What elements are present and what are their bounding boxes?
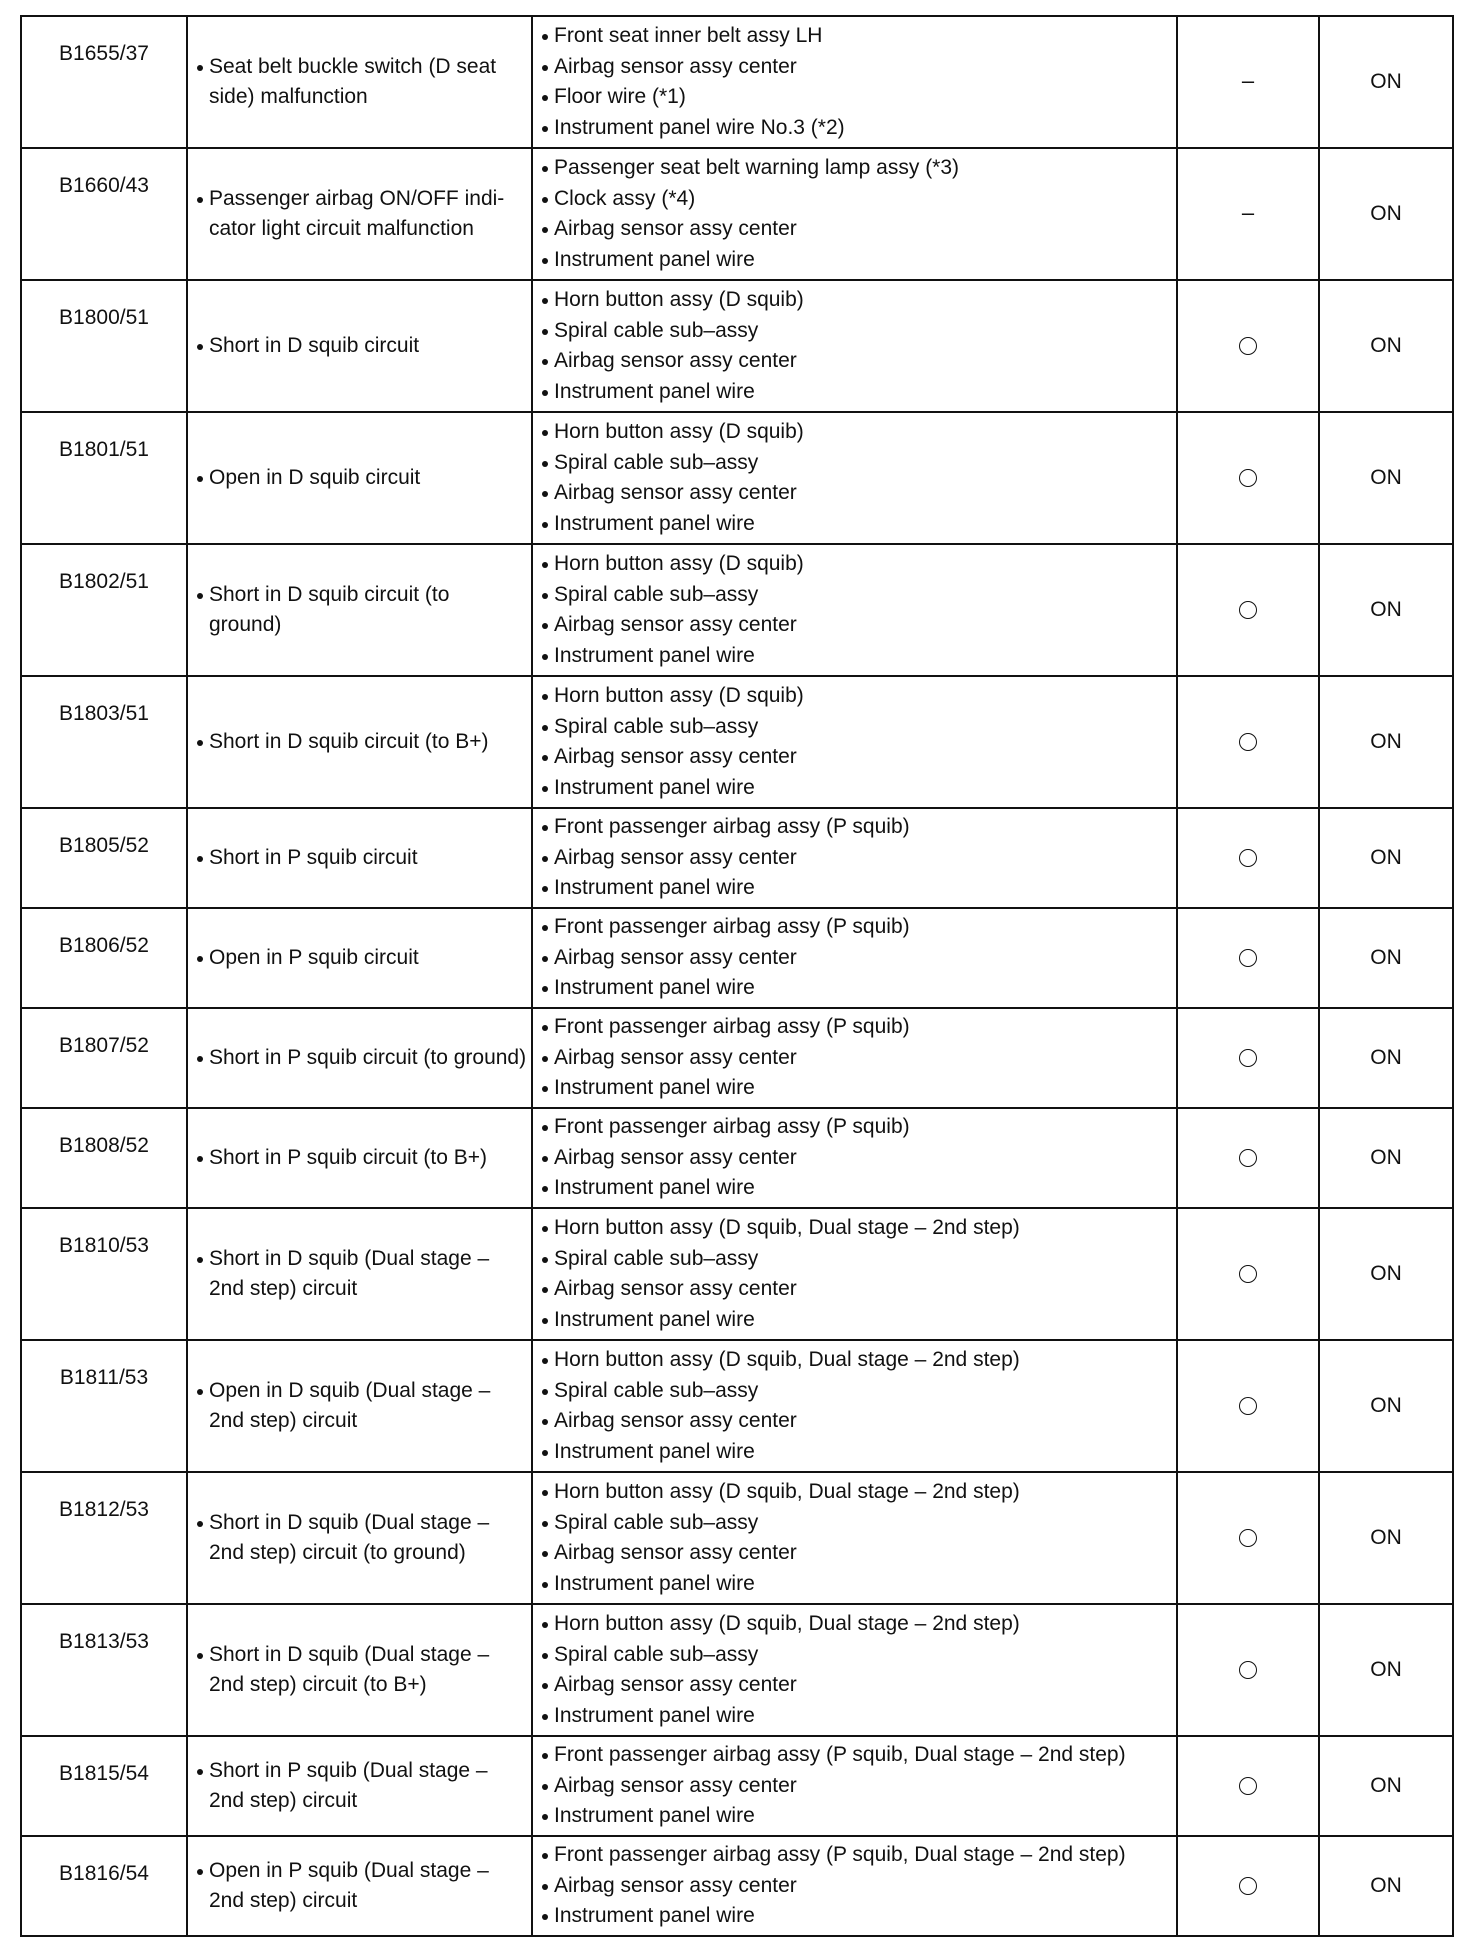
trouble-area-list: [541, 549, 1172, 671]
detection-item: Short in P squib (Dual stage – 2nd step) circuit: [196, 1756, 527, 1817]
table-row: [21, 1604, 1453, 1736]
detection-item-cell: [187, 1736, 532, 1836]
trouble-area-item: Airbag sensor assy center: [541, 1538, 1172, 1569]
memory-circle-icon: [1239, 1877, 1257, 1895]
trouble-area-cell: [532, 808, 1177, 908]
trouble-area-item: Front passenger airbag assy (P squib): [541, 1012, 1172, 1043]
dtc-code: B1807/52: [59, 1034, 149, 1057]
trouble-area-item: Horn button assy (D squib, Dual stage – 2nd step): [541, 1609, 1172, 1640]
trouble-area-item: Instrument panel wire: [541, 1073, 1172, 1104]
trouble-area-list: [541, 1740, 1172, 1832]
table-row: [21, 412, 1453, 544]
memory-cell: [1177, 1836, 1319, 1936]
dtc-code: B1802/51: [59, 570, 149, 593]
trouble-area-item: Horn button assy (D squib, Dual stage – 2nd step): [541, 1345, 1172, 1376]
trouble-area-item: Instrument panel wire: [541, 245, 1172, 276]
dtc-code-cell: [21, 1472, 187, 1604]
detection-item-cell: [187, 676, 532, 808]
detection-item-cell: [187, 808, 532, 908]
trouble-area-list: [541, 21, 1172, 143]
table-row: [21, 1340, 1453, 1472]
warning-light-cell: [1319, 1008, 1453, 1108]
warning-light-status: ON: [1370, 1145, 1402, 1169]
trouble-area-item: Spiral cable sub–assy: [541, 1244, 1172, 1275]
trouble-area-item: Instrument panel wire: [541, 1569, 1172, 1600]
memory-circle-icon: [1239, 733, 1257, 751]
trouble-area-item: Airbag sensor assy center: [541, 1043, 1172, 1074]
dtc-code: B1808/52: [59, 1134, 149, 1157]
dtc-code: B1815/54: [59, 1762, 149, 1785]
table-row: [21, 148, 1453, 280]
dtc-code-cell: [21, 280, 187, 412]
warning-light-cell: [1319, 412, 1453, 544]
dtc-code-cell: [21, 544, 187, 676]
trouble-area-item: Horn button assy (D squib): [541, 417, 1172, 448]
detection-item-cell: [187, 16, 532, 148]
warning-light-cell: [1319, 1604, 1453, 1736]
trouble-area-list: [541, 1477, 1172, 1599]
detection-item-cell: [187, 544, 532, 676]
warning-light-status: ON: [1370, 1393, 1402, 1417]
dtc-code: B1813/53: [59, 1630, 149, 1653]
memory-circle-icon: [1239, 1149, 1257, 1167]
table-row: [21, 908, 1453, 1008]
dtc-code: B1805/52: [59, 834, 149, 857]
dtc-code-cell: [21, 1604, 187, 1736]
trouble-area-item: Front passenger airbag assy (P squib): [541, 812, 1172, 843]
dtc-code: B1810/53: [59, 1234, 149, 1257]
dtc-code: B1816/54: [59, 1862, 149, 1885]
dtc-code-cell: [21, 1008, 187, 1108]
trouble-area-item: Instrument panel wire: [541, 1801, 1172, 1832]
detection-item: Short in P squib circuit: [196, 843, 527, 874]
trouble-area-item: Front seat inner belt assy LH: [541, 21, 1172, 52]
trouble-area-item: Horn button assy (D squib): [541, 681, 1172, 712]
table-row: [21, 1108, 1453, 1208]
trouble-area-item: Floor wire (*1): [541, 82, 1172, 113]
memory-circle-icon: [1239, 601, 1257, 619]
trouble-area-item: Instrument panel wire: [541, 1901, 1172, 1932]
dtc-code: B1811/53: [59, 1366, 149, 1389]
detection-item: Passenger airbag ON/OFF indi- cator light circuit malfunction: [196, 184, 527, 245]
detection-item-cell: [187, 148, 532, 280]
trouble-area-item: Airbag sensor assy center: [541, 1406, 1172, 1437]
detection-item: Open in D squib (Dual stage – 2nd step) circuit: [196, 1376, 527, 1437]
trouble-area-item: Spiral cable sub–assy: [541, 580, 1172, 611]
trouble-area-item: Instrument panel wire: [541, 1701, 1172, 1732]
memory-cell: [1177, 1472, 1319, 1604]
table-row: [21, 1836, 1453, 1936]
trouble-area-item: Instrument panel wire: [541, 1305, 1172, 1336]
warning-light-cell: [1319, 1208, 1453, 1340]
memory-circle-icon: [1239, 949, 1257, 967]
warning-light-status: ON: [1370, 1657, 1402, 1681]
detection-item: Short in D squib (Dual stage – 2nd step) circuit: [196, 1244, 527, 1305]
detection-item-cell: [187, 908, 532, 1008]
detection-item-cell: [187, 1008, 532, 1108]
detection-item: Open in P squib (Dual stage – 2nd step) circuit: [196, 1856, 527, 1917]
trouble-area-item: Front passenger airbag assy (P squib): [541, 912, 1172, 943]
detection-item-cell: [187, 1604, 532, 1736]
warning-light-status: ON: [1370, 1873, 1402, 1897]
trouble-area-list: [541, 681, 1172, 803]
memory-circle-icon: [1239, 469, 1257, 487]
detection-item-cell: [187, 1472, 532, 1604]
memory-cell: [1177, 1008, 1319, 1108]
trouble-area-cell: [532, 1836, 1177, 1936]
trouble-area-item: Spiral cable sub–assy: [541, 316, 1172, 347]
trouble-area-item: Airbag sensor assy center: [541, 1670, 1172, 1701]
warning-light-cell: [1319, 1472, 1453, 1604]
detection-item: Short in P squib circuit (to B+): [196, 1143, 527, 1174]
trouble-area-item: Horn button assy (D squib): [541, 549, 1172, 580]
dtc-code: B1660/43: [59, 174, 149, 197]
trouble-area-list: [541, 812, 1172, 904]
trouble-area-item: Front passenger airbag assy (P squib, Dual stage – 2nd step): [541, 1740, 1172, 1771]
table-row: [21, 16, 1453, 148]
trouble-area-item: Instrument panel wire No.3 (*2): [541, 113, 1172, 144]
warning-light-status: ON: [1370, 201, 1402, 225]
dtc-code-cell: [21, 148, 187, 280]
trouble-area-item: Horn button assy (D squib): [541, 285, 1172, 316]
table-row: [21, 280, 1453, 412]
trouble-area-item: Front passenger airbag assy (P squib): [541, 1112, 1172, 1143]
memory-cell: [1177, 808, 1319, 908]
table-row: [21, 676, 1453, 808]
memory-circle-icon: [1239, 1265, 1257, 1283]
trouble-area-item: Airbag sensor assy center: [541, 478, 1172, 509]
memory-circle-icon: [1239, 1777, 1257, 1795]
detection-item: Short in D squib (Dual stage – 2nd step) circuit (to B+): [196, 1640, 527, 1701]
dtc-code: B1803/51: [59, 702, 149, 725]
trouble-area-list: [541, 1012, 1172, 1104]
trouble-area-cell: [532, 1008, 1177, 1108]
warning-light-status: ON: [1370, 1773, 1402, 1797]
dtc-code-cell: [21, 16, 187, 148]
trouble-area-list: [541, 1112, 1172, 1204]
trouble-area-list: [541, 417, 1172, 539]
dtc-code: B1801/51: [59, 438, 149, 461]
detection-item: Short in P squib circuit (to ground): [196, 1043, 527, 1074]
detection-item: Short in D squib circuit (to ground): [196, 580, 527, 641]
memory-cell: [1177, 16, 1319, 148]
trouble-area-item: Airbag sensor assy center: [541, 1871, 1172, 1902]
trouble-area-item: Instrument panel wire: [541, 773, 1172, 804]
dtc-table-body: [21, 16, 1453, 1936]
trouble-area-item: Airbag sensor assy center: [541, 843, 1172, 874]
memory-cell: [1177, 544, 1319, 676]
memory-cell: [1177, 1736, 1319, 1836]
memory-cell: [1177, 676, 1319, 808]
warning-light-status: ON: [1370, 845, 1402, 869]
trouble-area-item: Airbag sensor assy center: [541, 610, 1172, 641]
trouble-area-cell: [532, 676, 1177, 808]
memory-circle-icon: [1239, 1661, 1257, 1679]
table-row: [21, 808, 1453, 908]
warning-light-status: ON: [1370, 1045, 1402, 1069]
table-row: [21, 1472, 1453, 1604]
warning-light-status: ON: [1370, 1525, 1402, 1549]
trouble-area-item: Airbag sensor assy center: [541, 214, 1172, 245]
warning-light-cell: [1319, 908, 1453, 1008]
warning-light-status: ON: [1370, 597, 1402, 621]
dtc-code-cell: [21, 1340, 187, 1472]
trouble-area-cell: [532, 1208, 1177, 1340]
table-row: [21, 1008, 1453, 1108]
dtc-code-cell: [21, 412, 187, 544]
trouble-area-cell: [532, 1736, 1177, 1836]
detection-item: Open in D squib circuit: [196, 463, 527, 494]
warning-light-cell: [1319, 1836, 1453, 1936]
detection-item: Seat belt buckle switch (D seat side) malfunction: [196, 52, 527, 113]
detection-item: Short in D squib circuit (to B+): [196, 727, 527, 758]
trouble-area-item: Airbag sensor assy center: [541, 346, 1172, 377]
trouble-area-cell: [532, 544, 1177, 676]
trouble-area-item: Spiral cable sub–assy: [541, 712, 1172, 743]
memory-circle-icon: [1239, 849, 1257, 867]
memory-circle-icon: [1239, 1049, 1257, 1067]
detection-item: Open in P squib circuit: [196, 943, 527, 974]
trouble-area-item: Front passenger airbag assy (P squib, Dual stage – 2nd step): [541, 1840, 1172, 1871]
trouble-area-item: Instrument panel wire: [541, 509, 1172, 540]
trouble-area-cell: [532, 16, 1177, 148]
dtc-code-cell: [21, 1108, 187, 1208]
memory-dash: –: [1241, 68, 1255, 94]
detection-item-cell: [187, 280, 532, 412]
trouble-area-list: [541, 1840, 1172, 1932]
trouble-area-cell: [532, 1604, 1177, 1736]
trouble-area-cell: [532, 1108, 1177, 1208]
memory-cell: [1177, 148, 1319, 280]
warning-light-cell: [1319, 808, 1453, 908]
warning-light-status: ON: [1370, 465, 1402, 489]
dtc-code: B1806/52: [59, 934, 149, 957]
trouble-area-item: Airbag sensor assy center: [541, 1274, 1172, 1305]
detection-item-cell: [187, 1208, 532, 1340]
memory-cell: [1177, 1604, 1319, 1736]
trouble-area-item: Instrument panel wire: [541, 377, 1172, 408]
warning-light-status: ON: [1370, 333, 1402, 357]
warning-light-status: ON: [1370, 729, 1402, 753]
trouble-area-item: Horn button assy (D squib, Dual stage – 2nd step): [541, 1477, 1172, 1508]
detection-item: Short in D squib circuit: [196, 331, 527, 362]
dtc-code: B1812/53: [59, 1498, 149, 1521]
memory-cell: [1177, 412, 1319, 544]
trouble-area-cell: [532, 1472, 1177, 1604]
trouble-area-cell: [532, 412, 1177, 544]
trouble-area-cell: [532, 280, 1177, 412]
trouble-area-cell: [532, 148, 1177, 280]
trouble-area-item: Spiral cable sub–assy: [541, 1376, 1172, 1407]
trouble-area-item: Instrument panel wire: [541, 973, 1172, 1004]
trouble-area-item: Horn button assy (D squib, Dual stage – 2nd step): [541, 1213, 1172, 1244]
warning-light-cell: [1319, 280, 1453, 412]
dtc-code-cell: [21, 808, 187, 908]
table-row: [21, 1208, 1453, 1340]
trouble-area-list: [541, 1345, 1172, 1467]
trouble-area-list: [541, 153, 1172, 275]
trouble-area-list: [541, 285, 1172, 407]
dtc-code-cell: [21, 1208, 187, 1340]
trouble-area-item: Instrument panel wire: [541, 641, 1172, 672]
detection-item-cell: [187, 1108, 532, 1208]
memory-cell: [1177, 1208, 1319, 1340]
detection-item: Short in D squib (Dual stage – 2nd step) circuit (to ground): [196, 1508, 527, 1569]
trouble-area-item: Spiral cable sub–assy: [541, 1640, 1172, 1671]
trouble-area-item: Airbag sensor assy center: [541, 1143, 1172, 1174]
memory-circle-icon: [1239, 337, 1257, 355]
warning-light-cell: [1319, 676, 1453, 808]
warning-light-cell: [1319, 1108, 1453, 1208]
warning-light-status: ON: [1370, 945, 1402, 969]
memory-cell: [1177, 908, 1319, 1008]
memory-circle-icon: [1239, 1529, 1257, 1547]
trouble-area-item: Airbag sensor assy center: [541, 1771, 1172, 1802]
trouble-area-item: Spiral cable sub–assy: [541, 448, 1172, 479]
warning-light-cell: [1319, 1736, 1453, 1836]
trouble-area-cell: [532, 1340, 1177, 1472]
warning-light-cell: [1319, 1340, 1453, 1472]
dtc-code-cell: [21, 1836, 187, 1936]
detection-item-cell: [187, 412, 532, 544]
trouble-area-item: Instrument panel wire: [541, 1437, 1172, 1468]
trouble-area-item: Passenger seat belt warning lamp assy (*3): [541, 153, 1172, 184]
warning-light-cell: [1319, 16, 1453, 148]
dtc-table: [20, 15, 1454, 1937]
memory-cell: [1177, 1340, 1319, 1472]
trouble-area-item: Instrument panel wire: [541, 1173, 1172, 1204]
dtc-code-cell: [21, 908, 187, 1008]
warning-light-cell: [1319, 544, 1453, 676]
dtc-code: B1655/37: [59, 42, 149, 65]
warning-light-cell: [1319, 148, 1453, 280]
dtc-code-cell: [21, 676, 187, 808]
trouble-area-list: [541, 912, 1172, 1004]
trouble-area-item: Spiral cable sub–assy: [541, 1508, 1172, 1539]
memory-cell: [1177, 280, 1319, 412]
warning-light-status: ON: [1370, 1261, 1402, 1285]
table-row: [21, 544, 1453, 676]
trouble-area-item: Instrument panel wire: [541, 873, 1172, 904]
dtc-code: B1800/51: [59, 306, 149, 329]
trouble-area-cell: [532, 908, 1177, 1008]
trouble-area-item: Clock assy (*4): [541, 184, 1172, 215]
table-row: [21, 1736, 1453, 1836]
detection-item-cell: [187, 1340, 532, 1472]
memory-dash: –: [1241, 200, 1255, 226]
trouble-area-item: Airbag sensor assy center: [541, 742, 1172, 773]
trouble-area-item: Airbag sensor assy center: [541, 52, 1172, 83]
dtc-code-cell: [21, 1736, 187, 1836]
memory-circle-icon: [1239, 1397, 1257, 1415]
detection-item-cell: [187, 1836, 532, 1936]
memory-cell: [1177, 1108, 1319, 1208]
trouble-area-list: [541, 1609, 1172, 1731]
trouble-area-list: [541, 1213, 1172, 1335]
warning-light-status: ON: [1370, 69, 1402, 93]
trouble-area-item: Airbag sensor assy center: [541, 943, 1172, 974]
